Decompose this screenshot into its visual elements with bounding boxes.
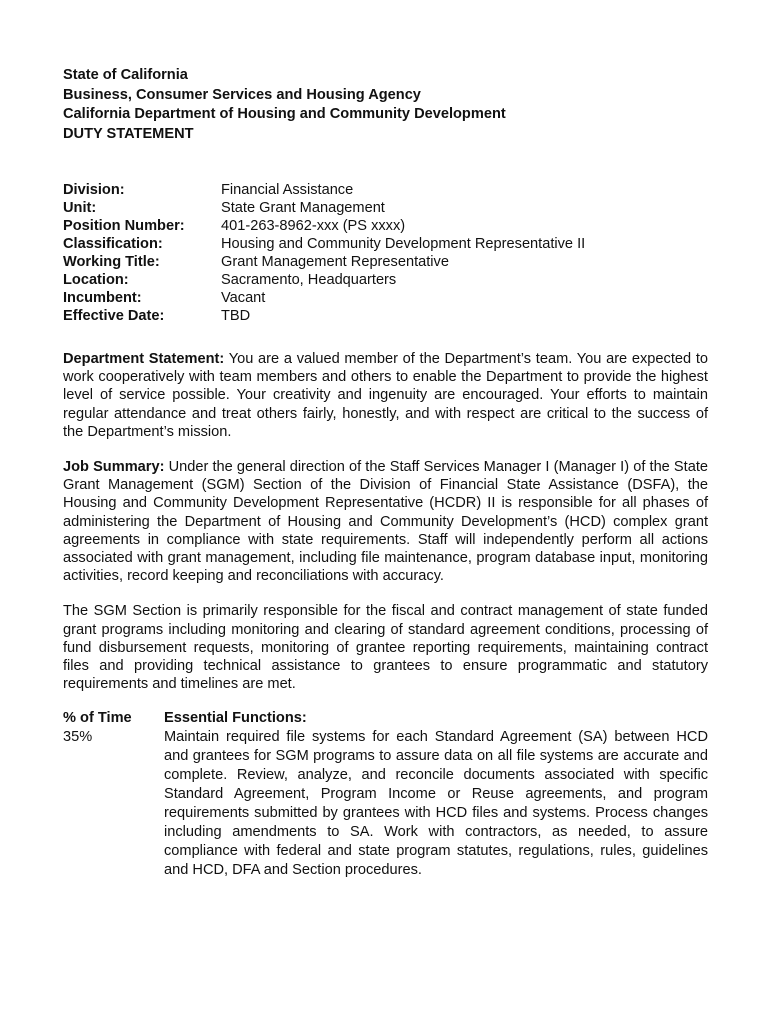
field-row-incumbent xyxy=(63,289,708,307)
document-header xyxy=(63,66,708,144)
essential-functions-header: Essential Functions: xyxy=(164,710,307,727)
field-value: Grant Management Representative xyxy=(221,254,449,270)
functions-header-row xyxy=(63,709,708,728)
field-label: Position Number: xyxy=(63,218,185,234)
field-row-classification xyxy=(63,235,708,253)
department-statement xyxy=(63,350,708,441)
department-statement-label: Department Statement: xyxy=(63,351,225,367)
field-row-location xyxy=(63,271,708,289)
field-value: Housing and Community Development Representative II xyxy=(221,236,586,252)
percent-time-header: % of Time xyxy=(63,710,132,727)
header-department: California Department of Housing and Community Development xyxy=(63,106,506,122)
function-percent: 35% xyxy=(63,729,93,746)
position-fields xyxy=(63,181,708,325)
job-summary xyxy=(63,458,708,585)
field-label: Location: xyxy=(63,272,129,288)
field-label: Unit: xyxy=(63,200,97,216)
field-row-division xyxy=(63,181,708,199)
job-summary-text: Under the general direction of the Staff Services Manager I (Manager I) of the State Grant Management (SGM) Section of the Division of Financial State Assistance (DSFA), the Housing and Community Development Representative (HCDR) II is responsible for all phases of administering the Department of Housing and Community Development’s (HCD) complex grant agreements in compliance with state requirements. Staff will independently perform all actions associated with grant management, including file maintenance, program database input, monitoring activities, record keeping and reconciliations with accuracy. xyxy=(63,459,709,585)
field-value: 401-263-8962-xxx (PS xxxx) xyxy=(221,218,406,234)
field-label: Classification: xyxy=(63,236,163,252)
essential-functions-table xyxy=(63,709,708,880)
header-title: DUTY STATEMENT xyxy=(63,125,194,142)
field-label: Effective Date: xyxy=(63,308,165,324)
field-value: Sacramento, Headquarters xyxy=(221,272,397,288)
field-label: Incumbent: xyxy=(63,290,142,306)
field-label: Working Title: xyxy=(63,254,160,270)
department-statement-text: You are a valued member of the Department’s team. You are expected to work cooperatively with team members and others to enable the Department to provide the highest level of service possible. Your creativity and ingenuity are encouraged. Your efforts to maintain regular attendance and treat others fairly, honestly, and with respect are critical to the success of the Department’s mission. xyxy=(63,351,709,440)
field-value: Financial Assistance xyxy=(221,182,354,198)
function-item xyxy=(63,728,708,880)
field-value: Vacant xyxy=(221,290,266,306)
field-row-position-number xyxy=(63,217,708,235)
sgm-section-paragraph: The SGM Section is primarily responsible for the fiscal and contract management of state funded grant programs including monitoring and clearing of standard agreement conditions, processing of fund disbursement requests, monitoring of grantee reporting requirements, maintaining contract files and providing technical assistance to grantees to ensure programmatic and statutory requirements and timelines are met. xyxy=(63,603,708,693)
header-agency: Business, Consumer Services and Housing Agency xyxy=(63,86,421,103)
function-description: Maintain required file systems for each Standard Agreement (SA) between HCD and grantees for SGM programs to assure data on all file systems are accurate and complete. Review, analyze, and reconcile documents associated with specific Standard Agreement, Program Income or Reuse agreements, and program requirements submitted by grantees with HCD files and systems. Process changes including amendments to SA. Work with contractors, as needed, to assure compliance with federal and state program statutes, regulations, rules, guidelines and HCD, DFA and Section procedures. xyxy=(164,729,708,879)
header-state: State of California xyxy=(63,67,188,83)
job-summary-label: Job Summary: xyxy=(63,459,165,476)
field-value: TBD xyxy=(221,308,251,324)
field-row-working-title xyxy=(63,253,708,271)
field-row-effective-date xyxy=(63,307,708,325)
duty-statement-document xyxy=(63,66,708,880)
field-label: Division: xyxy=(63,182,125,198)
field-value: State Grant Management xyxy=(221,200,385,216)
field-row-unit xyxy=(63,199,708,217)
